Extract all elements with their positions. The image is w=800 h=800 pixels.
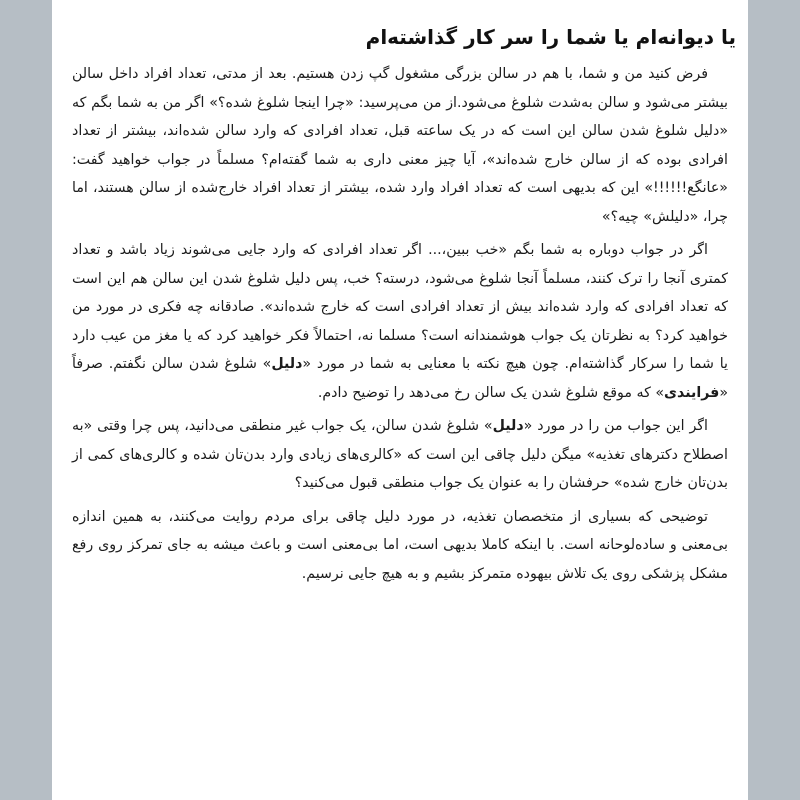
paragraph-2-bold-process: فرایندی bbox=[664, 384, 720, 401]
paragraph-1-text: فرض کنید من و شما، با هم در سالن بزرگی مشغول گپ زدن هستیم. بعد از مدتی، تعداد افراد داخل سالن بیشتر می‌شود و سالن به‌شدت شلوغ می‌شود.از من می‌پرسید: «چرا اینجا شلوغ شده؟» اگر من به شما بگم که «دلیل شلوغ شدن سالن این است که در یک ساعته قبل، تعداد افرادی که وارد سالن شده‌اند، بیشتر از تعداد افرادی بوده که از سالن خارج شده‌اند»، آیا چیز معنی داری به شما گفته‌ام؟ مسلماً در جواب خواهید گفت: «عانگع!!!!!!» این که بدیهی است که تعداد افراد وارد شده، بیشتر از تعداد افراد خارج‌شده از سالن هستند، اما چرا، «دلیلش» چیه؟» bbox=[72, 66, 728, 225]
paragraph-1 bbox=[72, 60, 728, 231]
paragraph-2 bbox=[72, 236, 728, 407]
book-page bbox=[52, 0, 748, 800]
paragraph-3-text-b: » شلوغ شدن سالن، یک جواب غیر منطقی می‌دانید، پس چرا وقتی «به اصطلاح دکترهای تغذیه» میگن دلیل چاقی این است که «کالری‌های زیادی وارد بدن‌تان شده و کالری‌های کمی از بدن‌تان خارج شده» حرفشان را به عنوان یک جواب منطقی قبول می‌کنید؟ bbox=[72, 418, 728, 491]
paragraph-4-text: توضیحی که بسیاری از متخصصان تغذیه، در مورد دلیل چاقی برای مردم روایت می‌کنند، به همین اندازه بی‌معنی و ساده‌لوحانه است. با اینکه کاملا بدیهی است، اما بی‌معنی است و باعث میشه به جای تمرکز روی رفع مشکل پزشکی روی یک تلاش بیهوده متمرکز بشیم و به هیچ جایی نرسیم. bbox=[72, 508, 728, 582]
paragraph-3-text-a: اگر این جواب من را در مورد « bbox=[523, 418, 708, 434]
paragraph-3-bold-reason: دلیل bbox=[492, 418, 524, 434]
paragraph-2-text-a: اگر در جواب دوباره به شما بگم «خب ببین،... اگر تعداد افرادی که وارد جایی می‌شوند زیاد باشد و تعداد کمتری آنجا را ترک کنند، مسلماً آنجا شلوغ می‌شود، درسته؟ خب، پس دلیل شلوغ شدن این سالن هم این است که تعداد افرادی که وارد شده‌اند بیش از تعداد افرادی است که خارج شده‌اند». صادقانه چه فکری در مورد من خواهید کرد؟ به نظرتان یک جواب هوشمندانه است؟ مسلما نه، احتمالاً فکر خواهید کرد که یا مغز من عیب دارد یا شما را سرکار گذاشته‌ام. چون هیچ نکته با معنایی به شما در مورد « bbox=[72, 242, 729, 372]
paragraph-4 bbox=[72, 503, 728, 589]
paragraph-2-bold-reason: دلیل bbox=[271, 356, 303, 372]
paragraph-3 bbox=[72, 412, 728, 498]
paragraph-2-text-b: » شلوغ شدن سالن نگفتم. صرفاً « bbox=[72, 356, 728, 401]
paragraph-2-text-c: » که موقع شلوغ شدن یک سالن رخ می‌دهد را توضیح دادم. bbox=[317, 384, 665, 401]
page-title: یا دیوانه‌ام یا شما را سر کار گذاشته‌ام bbox=[365, 25, 736, 49]
page-content bbox=[72, 22, 736, 593]
